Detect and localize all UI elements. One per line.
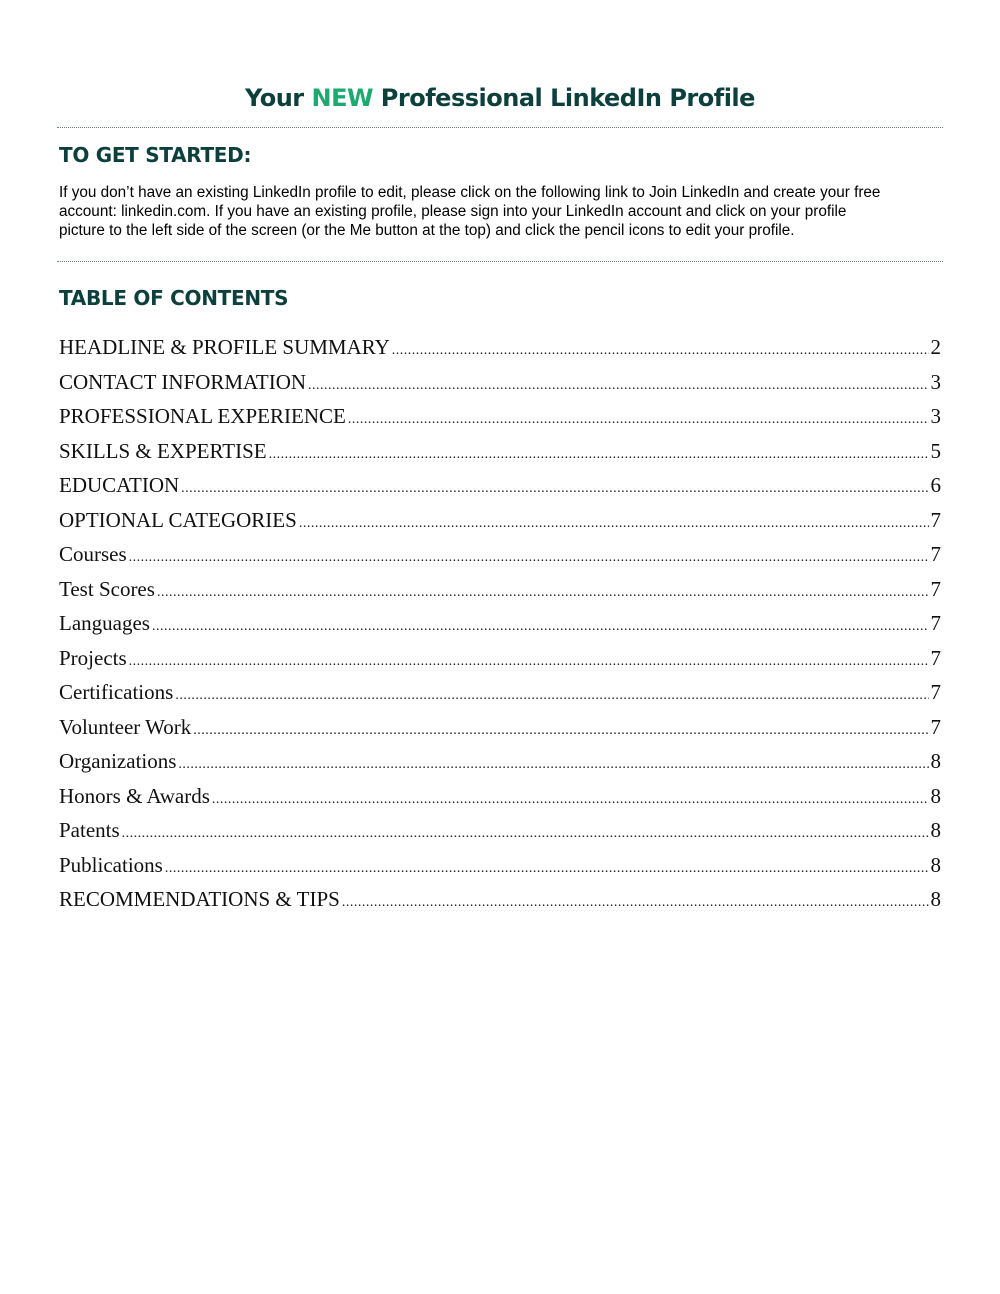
toc-entry-label[interactable]: HEADLINE & PROFILE SUMMARY (59, 335, 390, 359)
toc-entry-label[interactable]: Courses (59, 542, 127, 566)
toc-entry[interactable] (59, 646, 941, 681)
toc-entry-label[interactable]: Test Scores (59, 576, 155, 601)
toc-entry-page: 2 (930, 335, 941, 359)
toc-entry-page: 7 (930, 611, 941, 635)
toc-entry[interactable] (59, 542, 941, 577)
title-text: Your (245, 84, 312, 112)
toc-entry-label[interactable]: Honors & Awards (59, 783, 210, 808)
toc-entry[interactable] (59, 749, 941, 784)
toc-leader-dots (152, 619, 929, 635)
getting-started-heading: TO GET STARTED: (59, 143, 252, 167)
paragraph-line: account: linkedin.com. If you have an existing profile, please sign into your LinkedIn account and click on your profile (59, 203, 847, 220)
toc-entry-label[interactable]: EDUCATION (59, 473, 180, 497)
toc-leader-dots (122, 826, 929, 842)
page-title (0, 84, 1000, 112)
toc-leader-dots (178, 757, 928, 773)
toc-leader-dots (193, 723, 928, 739)
toc-entry[interactable] (59, 715, 941, 750)
toc-entry-page: 7 (930, 680, 941, 704)
table-of-contents (59, 335, 941, 922)
title-highlight: NEW (311, 84, 373, 112)
toc-entry-page: 7 (930, 542, 941, 566)
toc-entry-page: 7 (930, 507, 941, 532)
toc-entry-label[interactable]: Patents (59, 818, 120, 842)
toc-entry[interactable] (59, 473, 941, 508)
toc-leader-dots (129, 550, 929, 566)
toc-entry-page: 8 (930, 818, 941, 842)
toc-entry-label[interactable]: SKILLS & EXPERTISE (59, 438, 267, 463)
toc-entry-label[interactable]: Organizations (59, 749, 177, 773)
toc-entry[interactable] (59, 887, 941, 922)
paragraph-line: If you don’t have an existing LinkedIn profile to edit, please click on the following link to Join LinkedIn and create your free (59, 184, 881, 201)
toc-leader-dots (165, 861, 929, 877)
toc-leader-dots (269, 447, 929, 463)
toc-leader-dots (308, 378, 928, 394)
toc-entry-label[interactable]: OPTIONAL CATEGORIES (59, 507, 297, 532)
toc-entry-label[interactable]: Volunteer Work (59, 714, 192, 739)
toc-entry[interactable] (59, 439, 941, 474)
toc-entry-page: 8 (930, 852, 941, 877)
toc-entry-page: 7 (930, 576, 941, 601)
toc-heading: TABLE OF CONTENTS (59, 286, 289, 310)
toc-entry-page: 7 (930, 714, 941, 739)
toc-entry[interactable] (59, 611, 941, 646)
title-text: Professional LinkedIn Profile (372, 84, 755, 112)
toc-entry-label[interactable]: PROFESSIONAL EXPERIENCE (59, 404, 346, 428)
toc-entry[interactable] (59, 335, 941, 370)
toc-entry-page: 7 (930, 645, 941, 670)
toc-leader-dots (348, 412, 929, 428)
toc-entry[interactable] (59, 404, 941, 439)
toc-leader-dots (212, 792, 929, 808)
toc-entry[interactable] (59, 853, 941, 888)
toc-entry-label[interactable]: RECOMMENDATIONS & TIPS (59, 887, 340, 911)
toc-entry-label[interactable]: Publications (59, 852, 163, 877)
divider (57, 127, 943, 128)
paragraph-line: picture to the left side of the screen (or the Me button at the top) and click the pencil icons to edit your profile. (59, 222, 795, 239)
toc-entry-label[interactable]: CONTACT INFORMATION (59, 369, 307, 394)
toc-leader-dots (342, 895, 929, 911)
toc-entry[interactable] (59, 508, 941, 543)
toc-entry[interactable] (59, 784, 941, 819)
toc-entry[interactable] (59, 577, 941, 612)
getting-started-paragraph (59, 183, 959, 240)
toc-leader-dots (175, 688, 928, 704)
toc-leader-dots (392, 343, 929, 359)
toc-entry-page: 8 (930, 749, 941, 773)
toc-entry-label[interactable]: Projects (59, 645, 127, 670)
toc-entry[interactable] (59, 818, 941, 853)
toc-entry[interactable] (59, 370, 941, 405)
toc-entry[interactable] (59, 680, 941, 715)
toc-leader-dots (157, 585, 929, 601)
toc-entry-page: 5 (930, 438, 941, 463)
toc-entry-page: 6 (930, 473, 941, 497)
toc-entry-page: 8 (930, 887, 941, 911)
toc-leader-dots (129, 654, 929, 670)
toc-leader-dots (299, 516, 929, 532)
toc-entry-label[interactable]: Certifications (59, 680, 174, 704)
toc-entry-page: 8 (930, 783, 941, 808)
divider (57, 261, 943, 262)
toc-entry-label[interactable]: Languages (59, 611, 150, 635)
toc-entry-page: 3 (930, 369, 941, 394)
toc-leader-dots (181, 481, 928, 497)
toc-entry-page: 3 (930, 404, 941, 428)
